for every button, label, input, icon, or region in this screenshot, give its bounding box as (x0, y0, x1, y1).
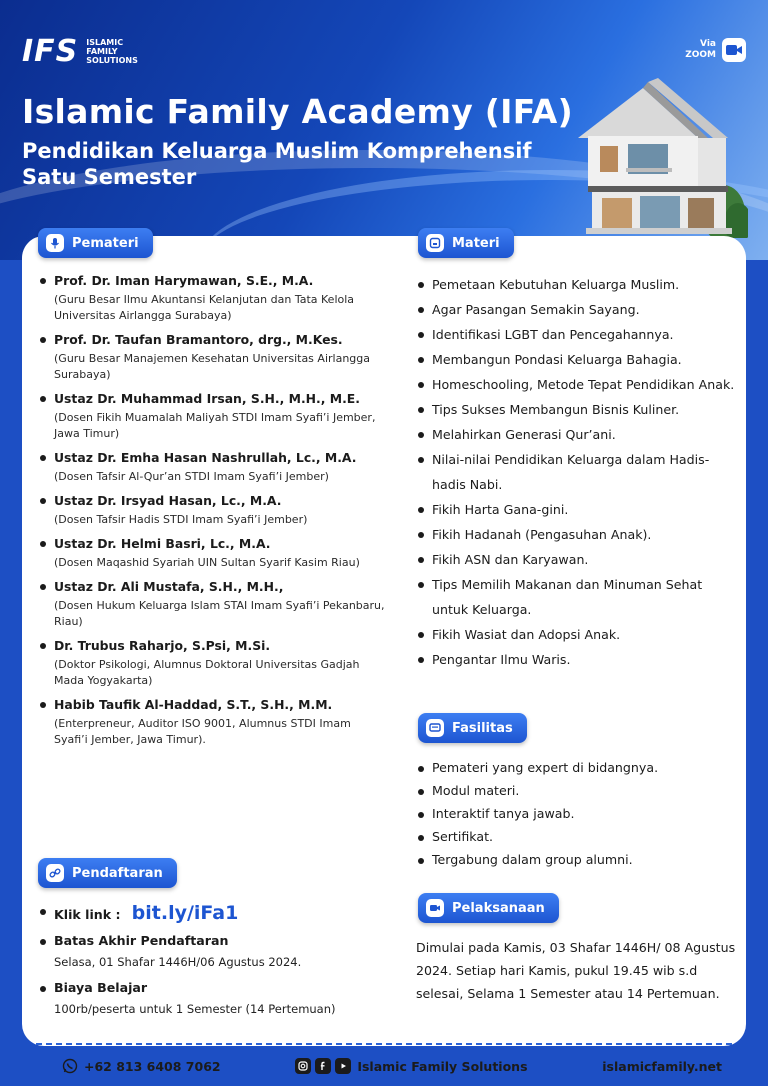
materi-item: Fikih Wasiat dan Adopsi Anak. (416, 622, 736, 647)
speaker-name: Ustaz Dr. Muhammad Irsan, S.H., M.H., M.E. (54, 391, 360, 406)
section-fasilitas-label: Fasilitas (452, 720, 513, 736)
footer-social[interactable] (295, 1058, 527, 1074)
materi-list (416, 272, 736, 672)
materi-item: Pengantar Ilmu Waris. (416, 647, 736, 672)
materi-item: Tips Memilih Makanan dan Minuman Sehat untuk Keluarga. (416, 572, 736, 622)
logo-text: ISLAMIC FAMILY SOLUTIONS (86, 38, 138, 65)
speaker-desc: (Guru Besar Ilmu Akuntansi Kelanjutan dan Tata Kelola Universitas Airlangga Surabaya) (54, 293, 355, 322)
footer-website[interactable] (602, 1059, 722, 1074)
materi-item: Agar Pasangan Semakin Sayang. (416, 297, 736, 322)
footer-phone[interactable] (62, 1058, 221, 1074)
speaker-name: Prof. Dr. Iman Harymawan, S.E., M.A. (54, 273, 314, 288)
section-materi-label: Materi (452, 235, 500, 251)
speaker-desc: (Enterpreneur, Auditor ISO 9001, Alumnus STDI Imam Syafi’i Jember, Jawa Timur). (54, 717, 351, 746)
speaker-name: Ustaz Dr. Ali Mustafa, S.H., M.H., (54, 579, 284, 594)
speaker-item (38, 272, 388, 324)
speaker-desc: (Doktor Psikologi, Alumnus Doktoral Universitas Gadjah Mada Yogyakarta) (54, 658, 360, 687)
page-subtitle: Pendidikan Keluarga Muslim Komprehensif Satu Semester (22, 139, 532, 189)
speaker-item (38, 449, 388, 485)
monitor-icon (426, 719, 444, 737)
via-zoom (685, 38, 746, 62)
section-pendaftaran-badge (38, 858, 177, 888)
materi-item: Membangun Pondasi Keluarga Bahagia. (416, 347, 736, 372)
whatsapp-icon (62, 1058, 78, 1074)
speaker-item (38, 578, 388, 630)
fee-item (38, 979, 398, 1018)
speaker-desc: (Dosen Hukum Keluarga Islam STAI Imam Syafi’i Pekanbaru, Riau) (54, 599, 385, 628)
materi-item: Nilai-nilai Pendidikan Keluarga dalam Hadis-hadis Nabi. (416, 447, 736, 497)
page-title: Islamic Family Academy (IFA) (22, 92, 574, 131)
video-camera-icon (426, 899, 444, 917)
logo-mark: IFS (22, 34, 79, 69)
speaker-name: Ustaz Dr. Helmi Basri, Lc., M.A. (54, 536, 271, 551)
footer-divider (36, 1043, 732, 1045)
deadline-value: Selasa, 01 Shafar 1446H/06 Agustus 2024. (54, 955, 302, 969)
section-pemateri-label: Pemateri (72, 235, 139, 251)
speaker-desc: (Guru Besar Manajemen Kesehatan Universitas Airlangga Surabaya) (54, 352, 370, 381)
speaker-item (38, 637, 388, 689)
speaker-item (38, 492, 388, 528)
zoom-label: ZOOM (685, 50, 716, 60)
fasilitas-item: Modul materi. (416, 779, 736, 802)
registration-info (38, 902, 398, 1026)
schedule-text: Dimulai pada Kamis, 03 Shafar 1446H/ 08 Agustus 2024. Setiap hari Kamis, pukul 19.45 wib s.d selesai, Selama 1 Semester atau 14 Pertemuan. (416, 940, 736, 1001)
deadline-item (38, 932, 398, 971)
fasilitas-list (416, 756, 736, 871)
house-illustration (548, 78, 748, 238)
book-icon (426, 234, 444, 252)
fee-label: Biaya Belajar (54, 980, 148, 995)
section-fasilitas-badge (418, 713, 527, 743)
section-pendaftaran-label: Pendaftaran (72, 865, 163, 881)
instagram-icon[interactable] (295, 1058, 311, 1074)
materi-item: Homeschooling, Metode Tepat Pendidikan Anak. (416, 372, 736, 397)
speaker-name: Dr. Trubus Raharjo, S.Psi, M.Si. (54, 638, 271, 653)
materi-item: Fikih Hadanah (Pengasuhan Anak). (416, 522, 736, 547)
fasilitas-item: Sertifikat. (416, 825, 736, 848)
speaker-item (38, 390, 388, 442)
fee-value: 100rb/peserta untuk 1 Semester (14 Pertemuan) (54, 1002, 336, 1016)
microphone-icon (46, 234, 64, 252)
registration-link-item (38, 902, 398, 924)
speaker-item (38, 331, 388, 383)
phone-number: +62 813 6408 7062 (84, 1058, 221, 1074)
section-pemateri-badge (38, 228, 153, 258)
fasilitas-item: Tergabung dalam group alumni. (416, 848, 736, 871)
section-materi-badge (418, 228, 514, 258)
materi-item: Melahirkan Generasi Qur’ani. (416, 422, 736, 447)
social-name: Islamic Family Solutions (357, 1058, 528, 1074)
registration-link[interactable]: bit.ly/iFa1 (131, 902, 239, 924)
speaker-list (38, 272, 388, 755)
materi-item: Fikih ASN dan Karyawan. (416, 547, 736, 572)
link-label: Klik link : (54, 907, 121, 922)
materi-item: Fikih Harta Gana-gini. (416, 497, 736, 522)
section-pelaksanaan-label: Pelaksanaan (452, 900, 545, 916)
speaker-desc: (Dosen Fikih Muamalah Maliyah STDI Imam Syafi’i Jember, Jawa Timur) (54, 411, 376, 440)
speaker-item (38, 696, 388, 748)
speaker-name: Ustaz Dr. Irsyad Hasan, Lc., M.A. (54, 493, 282, 508)
brand-logo (22, 34, 156, 69)
header-banner (0, 0, 768, 260)
speaker-desc: (Dosen Tafsir Al-Qur’an STDI Imam Syafi’i Jember) (54, 470, 329, 483)
speaker-name: Ustaz Dr. Emha Hasan Nashrullah, Lc., M.A. (54, 450, 357, 465)
website-url: islamicfamily.net (602, 1058, 722, 1074)
via-label: Via (700, 39, 716, 49)
facebook-icon[interactable] (315, 1058, 331, 1074)
youtube-icon[interactable] (335, 1058, 351, 1074)
fasilitas-item: Pemateri yang expert di bidangnya. (416, 756, 736, 779)
speaker-name: Prof. Dr. Taufan Bramantoro, drg., M.Kes. (54, 332, 343, 347)
speaker-name: Habib Taufik Al-Haddad, S.T., S.H., M.M. (54, 697, 333, 712)
section-pelaksanaan-badge (418, 893, 559, 923)
footer (62, 1055, 722, 1077)
fasilitas-item: Interaktif tanya jawab. (416, 802, 736, 825)
materi-item: Tips Sukses Membangun Bisnis Kuliner. (416, 397, 736, 422)
materi-item: Identifikasi LGBT dan Pencegahannya. (416, 322, 736, 347)
speaker-item (38, 535, 388, 571)
deadline-label: Batas Akhir Pendaftaran (54, 933, 229, 948)
link-icon (46, 864, 64, 882)
materi-item: Pemetaan Kebutuhan Keluarga Muslim. (416, 272, 736, 297)
speaker-desc: (Dosen Tafsir Hadis STDI Imam Syafi’i Jember) (54, 513, 308, 526)
speaker-desc: (Dosen Maqashid Syariah UIN Sultan Syarif Kasim Riau) (54, 556, 360, 569)
zoom-camera-icon (722, 38, 746, 62)
